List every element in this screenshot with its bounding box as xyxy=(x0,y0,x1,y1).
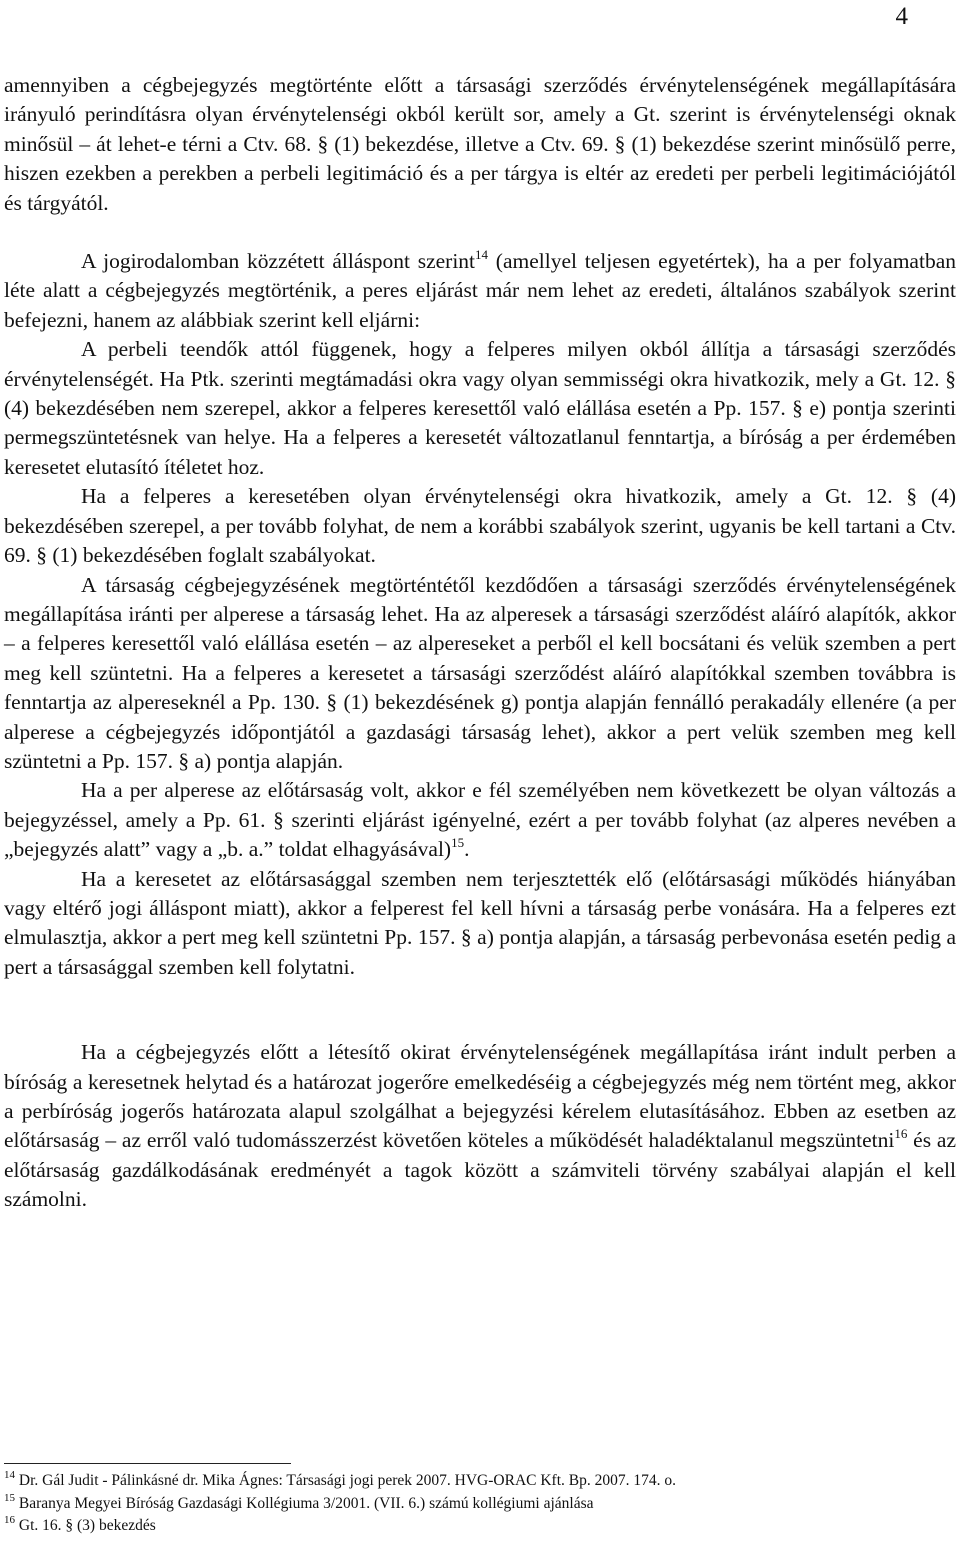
paragraph: Ha a felperes a keresetében olyan érvénytelenségi okra hivatkozik, amely a Gt. 12. § (4) bekezdésében szerepel, a per tovább folyhat, de nem a korábbi szabályok szerint, ugyanis be kell tartani a Ctv. 69. § (1) bekezdésében foglalt szabályokat. xyxy=(4,484,956,568)
body-text xyxy=(4,71,956,1215)
footnote-number: 16 xyxy=(4,1514,15,1526)
paragraph: A társaság cégbejegyzésének megtörténtétől kezdődően a társasági szerződés érvénytelenségének megállapítása iránti per alperese a társaság lehet. Ha az alperesek a társasági szerződést aláíró alapítók, akkor – a felperes keresettől való elállása esetén – az alpereseket a perből el kell bocsátani és velük szemben a pert meg kell szüntetni. Ha a felperes a keresetet a társasági szerződést aláíró alapítókkal szemben továbbra is fenntartja az alpereseknél a Pp. 130. § (1) bekezdésének g) pontja alapján fennálló perakadály ellenére (a per alperese a cégbejegyzés időpontjától a gazdasági társaság lehet), akkor a pert velük szemben meg kell szüntetni a Pp. 157. § a) pontja alapján. xyxy=(4,572,956,773)
footnote xyxy=(4,1515,956,1538)
page-number: 4 xyxy=(895,3,908,30)
footnote-text: Baranya Megyei Bíróság Gazdasági Kollégiuma 3/2001. (VII. 6.) számú kollégiumi ajánlása xyxy=(18,1494,594,1512)
footnote-text: Gt. 16. § (3) bekezdés xyxy=(18,1517,156,1534)
paragraph-text: Ha a per alperese az előtársaság volt, akkor e fél személyében nem következett be olyan változás a bejegyzéssel, amely a Pp. 61. § szerinti eljárást igényelné, ezért a per tovább folyhat (az alperes nevében a „bejegyzés alatt” vagy a „b. a.” toldat elhagyásával) xyxy=(4,778,956,862)
footnote-ref: 16 xyxy=(894,1126,908,1142)
paragraph-text: . xyxy=(464,837,470,862)
footnote-number: 15 xyxy=(4,1491,15,1504)
footnote-number: 14 xyxy=(4,1469,15,1481)
footnote xyxy=(4,1493,956,1516)
paragraph xyxy=(4,1038,956,1214)
paragraph-text: Ha a cégbejegyzés előtt a létesítő okirat érvénytelenségének megállapítása iránt indult perben a bíróság a keresetnek helytad és a határozat jogerőre emelkedéséig a cégbejegyzés még nem történt meg, akkor a perbíróság jogerős határozata alapul szolgálhat a bejegyzési kérelem elutasításához. Ebben az esetben az előtársaság – az erről való tudomásszerzést követően köteles a működését haladéktalanul megszüntetni xyxy=(4,1040,956,1153)
paragraph: A perbeli teendők attól függenek, hogy a felperes milyen okból állítja a társasági szerződés érvénytelenségét. Ha Ptk. szerinti megtámadási okra vagy olyan semmisségi okra hivatkozik, mely a Gt. 12. § (4) bekezdésében nem szerepel, akkor a felperes keresettől való elállása esetén a Pp. 157. § e) pontja szerinti permegszüntetésnek van helye. Ha a felperes a keresetét változatlanul fenntartja, a bíróság a per érdemében keresetet elutasító ítéletet hoz. xyxy=(4,337,956,479)
paragraph-text: A jogirodalomban közzétett álláspont szerint xyxy=(81,249,476,274)
paragraph xyxy=(4,776,956,864)
footnote-separator xyxy=(4,1463,291,1464)
paragraph-text: és az előtársaság gazdálkodásának eredményét a tagok között a számviteli törvény szabályai alapján el kell számolni. xyxy=(4,1128,956,1212)
paragraph-text: (amellyel teljesen egyetértek), ha a per folyamatban léte alatt a cégbejegyzés megtörténik, a peres eljárást már nem lehet az eredeti, általános szabályok szerint befejezni, hanem az alábbiak szerint kell eljárni: xyxy=(4,249,956,332)
paragraph: amennyiben a cégbejegyzés megtörténte előtt a társasági szerződés érvénytelenségének megállapítására irányuló perindításra olyan érvénytelenségi okból került sor, amely a Gt. szerint is érvénytelenségi oknak minősül – át lehet-e térni a Ctv. 68. § (1) bekezdése, illetve a Ctv. 69. § (1) bekezdése szerint minősülő perre, hiszen ezekben a perekben a perbeli legitimáció és a per tárgya is eltér az eredeti per perbeli legitimációjától és tárgyától. xyxy=(4,73,956,215)
paragraph: Ha a keresetet az előtársasággal szemben nem terjesztették elő (előtársasági működés hiányában vagy eltérő jogi álláspont miatt), akkor a felperest fel kell hívni a társaság perbe vonására. Ha a felperes ezt elmulasztja, akkor a pert meg kell szüntetni Pp. 157. § a) pontja alapján, a társaság perbevonása esetén pedig a pert a társasággal szemben kell folytatni. xyxy=(4,866,956,979)
footnotes xyxy=(4,1470,956,1538)
footnote-ref: 15 xyxy=(451,835,465,851)
footnote-text: Dr. Gál Judit - Pálinkásné dr. Mika Ágnes: Társasági jogi perek 2007. HVG-ORAC Kft. Bp. 2007. 174. o. xyxy=(18,1472,676,1489)
paragraph xyxy=(4,247,956,335)
footnote-ref: 14 xyxy=(475,247,489,263)
footnote xyxy=(4,1470,956,1493)
